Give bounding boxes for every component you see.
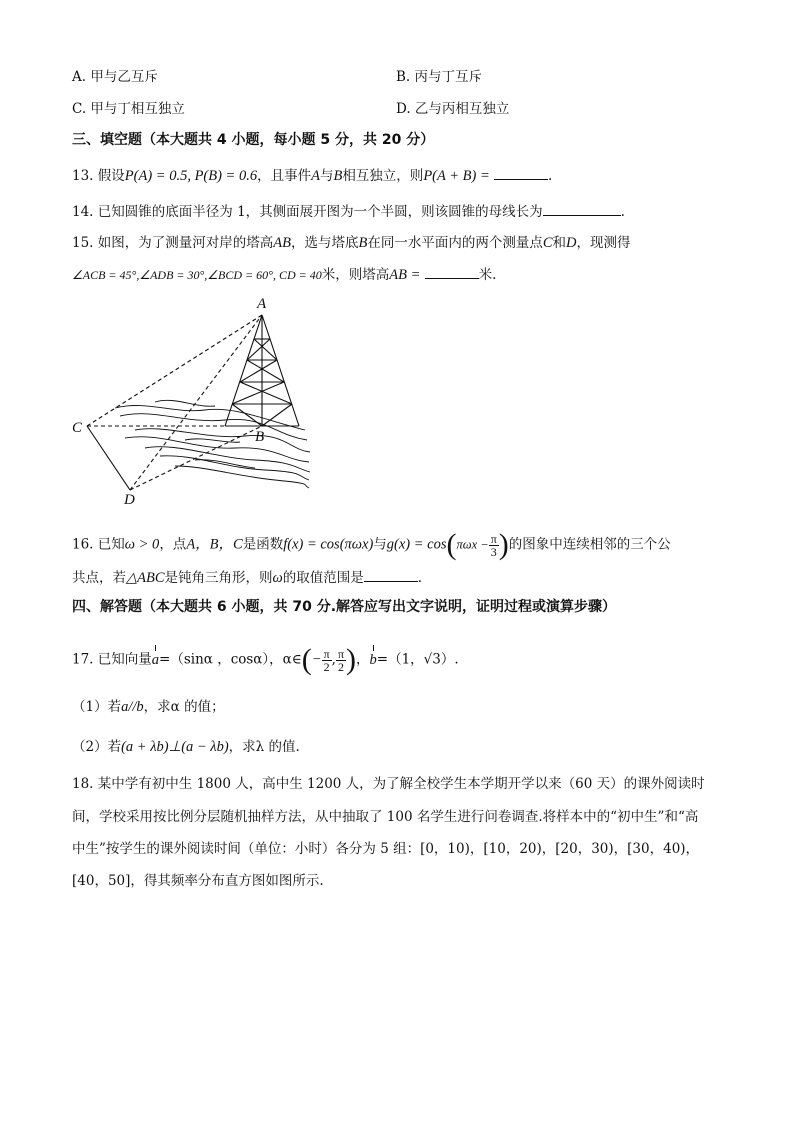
question-17-part-1 bbox=[72, 698, 225, 716]
q14-text: 已知圆锥的底面半径为 1，其侧面展开图为一个半圆，则该圆锥的母线长为 bbox=[97, 204, 543, 220]
q13-math-prob: P(A) = 0.5, P(B) = 0.6 bbox=[124, 168, 258, 184]
q15-ab-equals: AB = bbox=[389, 267, 421, 283]
option-b: B. 丙与丁互斥 bbox=[396, 69, 483, 85]
q14-end: . bbox=[620, 204, 625, 220]
q17-paren-close: ) bbox=[346, 643, 357, 676]
q17-frac-2-den: 2 bbox=[337, 659, 344, 674]
option-a: A. 甲与乙互斥 bbox=[72, 69, 158, 85]
q13-event-b: B bbox=[333, 168, 343, 184]
question-18-line-3: 中生”按学生的课外阅读时间（单位：小时）各分为 5 组：[0，10)，[10，20)，[20，30)，[30，40)， bbox=[72, 841, 700, 857]
q15-text-4: ，现测得 bbox=[576, 235, 631, 251]
question-15-line-1 bbox=[72, 234, 631, 252]
q15-point-d: D bbox=[566, 235, 577, 251]
q17-p2-math: (a + λb)⊥(a − λb) bbox=[121, 739, 229, 755]
q17-p2-text-1: （2）若 bbox=[72, 739, 122, 755]
q14-number: 14. bbox=[72, 204, 94, 220]
q13-event-a: A bbox=[311, 168, 320, 184]
q17-text-3: =（1，√3）. bbox=[376, 651, 459, 668]
q16-fraction bbox=[489, 533, 499, 558]
q17-p1-text-1: （1）若 bbox=[72, 699, 122, 715]
q13-text-3: 与 bbox=[319, 168, 334, 184]
option-d: D. 乙与丙相互独立 bbox=[396, 101, 510, 117]
q13-text-2: ，且事件 bbox=[257, 168, 312, 184]
q17-frac-1 bbox=[322, 648, 332, 673]
q15-point-c: C bbox=[542, 235, 553, 251]
q16-text-5: 的图象中连续相邻的三个公 bbox=[508, 536, 671, 553]
q16-func-g: g(x) = cos bbox=[386, 536, 447, 553]
label-c: C bbox=[72, 420, 83, 436]
q15-base-b: B bbox=[358, 235, 368, 251]
q17-frac-1-num: π bbox=[323, 646, 330, 661]
q17-paren-open: ( bbox=[301, 643, 312, 676]
q13-end: . bbox=[548, 168, 553, 184]
line-cd bbox=[87, 426, 130, 490]
q16-func-f: f(x) = cos(πωx) bbox=[283, 536, 374, 553]
q17-frac-2 bbox=[336, 648, 346, 673]
question-16-line-2 bbox=[72, 568, 422, 587]
q17-vector-a: a bbox=[151, 651, 160, 668]
q13-math-union: P(A + B) = bbox=[423, 168, 490, 184]
q16-frac-num: π bbox=[490, 531, 497, 546]
line-da bbox=[130, 315, 265, 490]
q15-text-6: 米. bbox=[478, 267, 497, 283]
question-17-part-2 bbox=[72, 738, 300, 756]
q15-text-5: 米，则塔高 bbox=[321, 267, 390, 283]
q15-tower-ab: AB bbox=[273, 235, 291, 251]
q16-omega-cond: ω > 0 bbox=[124, 536, 160, 553]
q17-frac-1-den: 2 bbox=[323, 659, 330, 674]
q16-text-6: 共点，若 bbox=[72, 570, 126, 586]
q13-answer-blank bbox=[494, 166, 548, 180]
section-4-title: 四、解答题（本大题共 6 小题，共 70 分.解答应写出文字说明，证明过程或演算步骤） bbox=[72, 599, 617, 615]
label-d: D bbox=[124, 492, 135, 508]
question-18-line-2: 间，学校采用按比例分层随机抽样方法，从中抽取了 100 名学生进行问卷调查.将样本中的“初中生”和“高 bbox=[72, 809, 699, 825]
option-c: C. 甲与丁相互独立 bbox=[72, 101, 185, 117]
q17-text-1: 已知向量 bbox=[97, 651, 152, 668]
q15-and: 和 bbox=[552, 235, 567, 251]
q16-text-8: 的取值范围是 bbox=[282, 570, 364, 586]
question-14 bbox=[72, 202, 625, 221]
question-18-line-1 bbox=[72, 775, 705, 793]
q16-triangle: △ABC bbox=[126, 570, 165, 586]
q13-number: 13. bbox=[72, 168, 94, 184]
tower-figure bbox=[65, 290, 325, 515]
river bbox=[115, 400, 310, 488]
q16-points: A，B，C bbox=[186, 536, 243, 553]
q16-paren-close: ) bbox=[498, 528, 509, 561]
q16-frac-den: 3 bbox=[490, 544, 497, 559]
q16-text-1: 已知 bbox=[97, 536, 125, 553]
q13-text-4: 相互独立，则 bbox=[342, 168, 424, 184]
q17-text-2: =（sinα ，cosα），α∈ bbox=[159, 651, 302, 668]
q18-number: 18. bbox=[72, 776, 94, 792]
q18-text-1: 某中学有初中生 1800 人，高中生 1200 人，为了解全校学生本学期开学以来（60 天）的课外阅读时 bbox=[97, 776, 705, 792]
label-a: A bbox=[257, 296, 267, 312]
q16-text-2: ，点 bbox=[159, 536, 187, 553]
q16-func-g-arg: πωx − bbox=[456, 537, 489, 552]
q16-end: . bbox=[417, 570, 423, 586]
q15-text-2: ，选与塔底 bbox=[291, 235, 359, 251]
q16-number: 16. bbox=[72, 536, 94, 553]
section-3-title: 三、填空题（本大题共 4 小题，每小题 5 分，共 20 分） bbox=[72, 132, 435, 148]
q16-text-4: 与 bbox=[373, 536, 387, 553]
q15-answer-blank bbox=[425, 265, 479, 279]
label-b: B bbox=[255, 429, 265, 445]
q13-text-1: 假设 bbox=[97, 168, 125, 184]
q17-p2-text-2: ，求λ 的值. bbox=[228, 739, 300, 755]
question-13 bbox=[72, 166, 552, 185]
q15-text-3: 在同一水平面内的两个测量点 bbox=[367, 235, 543, 251]
q14-answer-blank bbox=[543, 202, 621, 216]
q17-minus: − bbox=[311, 651, 322, 668]
q16-text-3: 是函数 bbox=[242, 536, 284, 553]
q15-number: 15. bbox=[72, 235, 94, 251]
q16-omega: ω bbox=[272, 570, 283, 586]
q16-answer-blank bbox=[364, 568, 418, 582]
q17-number: 17. bbox=[72, 651, 94, 668]
q16-paren-open: ( bbox=[446, 528, 457, 561]
q17-vector-b: b bbox=[369, 651, 377, 668]
q17-comma: , bbox=[331, 651, 336, 668]
q15-conditions: ∠ACB = 45°,∠ADB = 30°,∠BCD = 60°, CD = 40 bbox=[72, 268, 322, 282]
q16-text-7: 是钝角三角形，则 bbox=[164, 570, 273, 586]
question-15-line-2 bbox=[72, 265, 496, 284]
q17-p1-math: a//b bbox=[121, 699, 144, 715]
q17-p1-text-2: ，求α 的值； bbox=[143, 699, 225, 715]
q17-frac-2-num: π bbox=[337, 646, 345, 661]
question-16-line-1 bbox=[72, 530, 671, 560]
question-17: 17. 已知向量a=（sinα ，cosα），α∈(− $\frac{\pi}{2}$ , $\frac{\pi}{2}$ )，b=（1，√3）. bbox=[72, 643, 459, 676]
q15-text-1: 如图，为了测量河对岸的塔高 bbox=[97, 235, 274, 251]
line-db bbox=[130, 426, 265, 490]
question-18-line-4: [40，50]，得其频率分布直方图如图所示. bbox=[72, 873, 324, 889]
